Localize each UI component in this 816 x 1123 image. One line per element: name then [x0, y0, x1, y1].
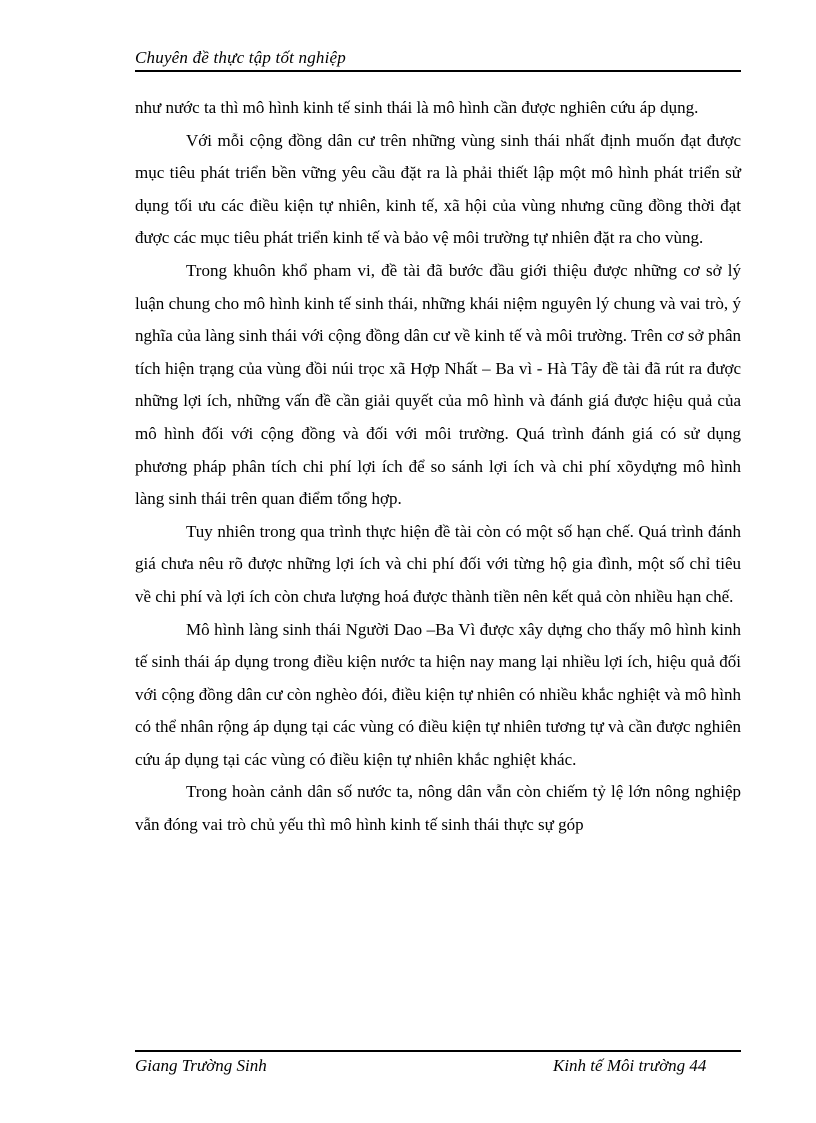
footer-author: Giang Trường Sinh	[135, 1056, 267, 1075]
header-divider	[135, 70, 741, 72]
paragraph: Với mỗi cộng đồng dân cư trên những vùng sinh thái nhất định muốn đạt được mục tiêu phát triển bền vững yêu cầu đặt ra là phải thiết lập một mô hình phát triển sử dụng tối ưu các điều kiện tự nhiên, kinh tế, xã hội của vùng nhưng cũng đồng thời đạt được các mục tiêu phát triển kinh tế và bảo vệ môi trường tự nhiên đặt ra cho vùng.	[135, 130, 741, 248]
document-body	[135, 92, 741, 842]
paragraph: Mô hình làng sinh thái Người Dao –Ba Vì được xây dựng cho thấy mô hình kinh tế sinh thái áp dụng trong điều kiện nước ta hiện nay mang lại nhiều lợi ích, hiệu quả đối với cộng đồng dân cư còn nghèo đói, điều kiện tự nhiên có nhiều khắc nghiệt và mô hình có thể nhân rộng áp dụng tại các vùng có điều kiện tự nhiên tương tự và cần được nghiên cứu áp dụng tại các vùng có điều kiện tự nhiên khắc nghiệt khác.	[135, 619, 741, 769]
footer-class-page: Kinh tế Môi trường 44	[553, 1056, 707, 1075]
footer-divider	[135, 1050, 741, 1052]
paragraph: Trong khuôn khổ pham vi, đề tài đã bước đầu giới thiệu được những cơ sở lý luận chung cho mô hình kinh tế sinh thái, những khái niệm nguyên lý chung và vai trò, ý nghĩa của làng sinh thái với cộng đồng dân cư về kinh tế và môi trường. Trên cơ sở phân tích hiện trạng của vùng đồi núi trọc xã Hợp Nhất – Ba vì - Hà Tây đề tài đã rút ra được những lợi ích, những vấn đề cần giải quyết của mô hình và đánh giá được hiệu quả của mô hình đối với cộng đồng và đối với môi trường. Quá trình đánh giá có sử dụng phương pháp phân tích chi phí lợi ích để so sánh lợi ích và chi phí xõydựng mô hình làng sinh thái trên quan điểm tổng hợp.	[135, 260, 741, 509]
paragraph: Trong hoàn cảnh dân số nước ta, nông dân vẫn còn chiếm tỷ lệ lớn nông nghiệp vẫn đóng vai trò chủ yếu thì mô hình kinh tế sinh thái thực sự góp	[135, 782, 741, 835]
paragraph: Tuy nhiên trong qua trình thực hiện đề tài còn có một số hạn chế. Quá trình đánh giá chưa nêu rõ được những lợi ích và chi phí đối với từng hộ gia đình, một số chỉ tiêu về chi phí và lợi ích còn chưa lượng hoá được thành tiền nên kết quả còn nhiều hạn chế.	[135, 521, 741, 606]
paragraph-continuation: như nước ta thì mô hình kinh tế sinh thái là mô hình cần được nghiên cứu áp dụng.	[135, 98, 699, 117]
page-header-title: Chuyên đề thực tập tốt nghiệp	[135, 48, 347, 67]
